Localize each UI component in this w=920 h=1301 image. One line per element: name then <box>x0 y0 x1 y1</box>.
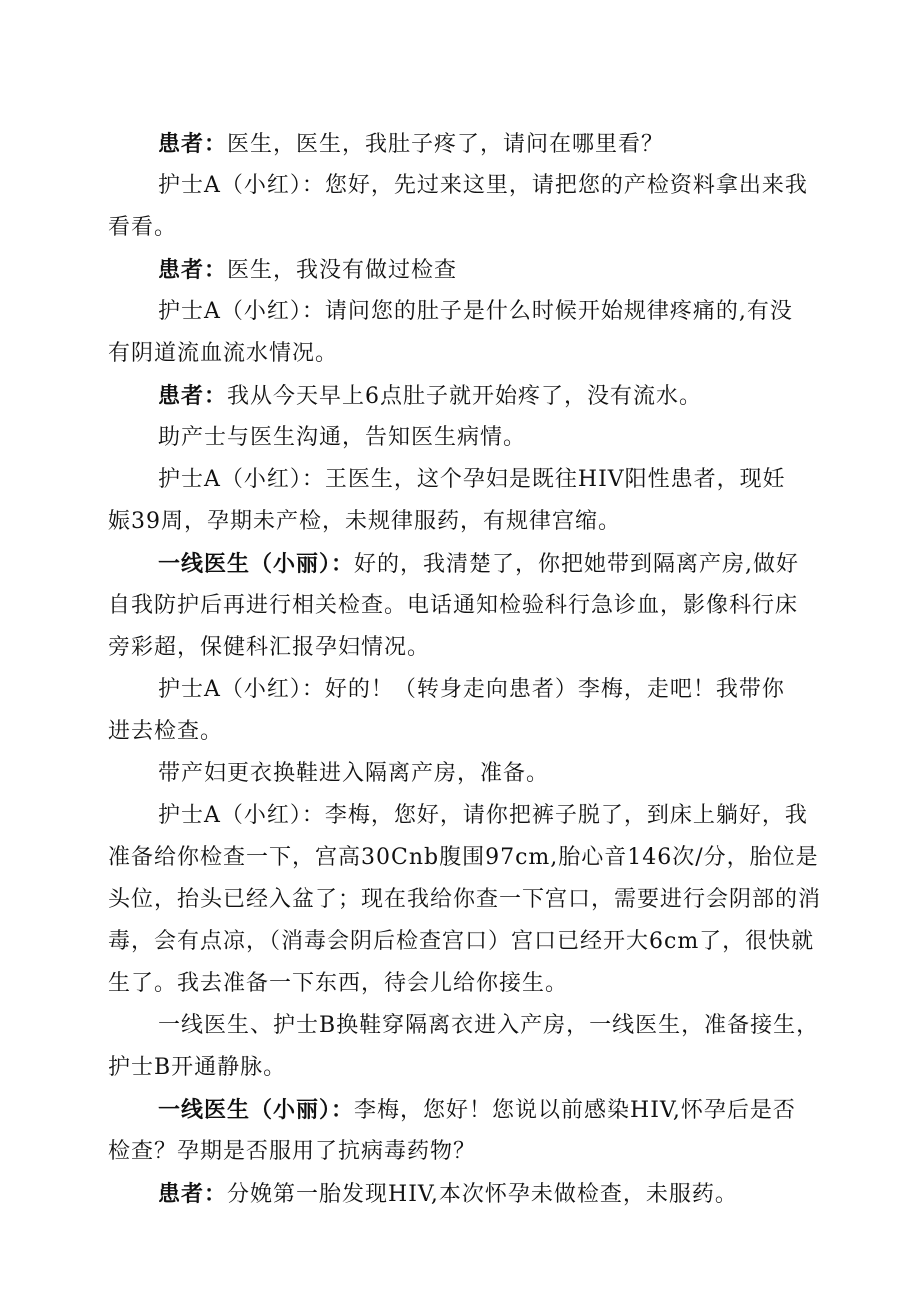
line-text: 旁彩超，保健科汇报孕妇情况。 <box>108 635 431 660</box>
line-text: 自我防护后再进行相关检查。电话通知检验科行急诊血，影像科行床 <box>108 593 799 618</box>
dialogue-paragraph <box>108 291 828 375</box>
text-line <box>108 1173 828 1215</box>
dialogue-paragraph <box>108 375 828 417</box>
line-text: 好的，我清楚了，你把她带到隔离产房,做好 <box>354 552 800 577</box>
dialogue-paragraph <box>108 123 828 165</box>
speaker-label: 患者： <box>158 383 228 409</box>
line-text: 娠39周，孕期未产检，未规律服药，有规律宫缩。 <box>108 509 621 534</box>
dialogue-paragraph <box>108 165 828 249</box>
text-line <box>108 669 828 711</box>
line-text: 李梅，您好！您说以前感染HIV,怀孕后是否 <box>354 1098 796 1123</box>
text-line <box>108 207 828 249</box>
line-text: 护士A（小红）：您好，先过来这里，请把您的产检资料拿出来我 <box>158 173 808 198</box>
line-text: 检查？孕期是否服用了抗病毒药物？ <box>108 1139 477 1164</box>
text-line <box>108 795 828 837</box>
line-text: 助产士与医生沟通，告知医生病情。 <box>158 425 527 450</box>
line-text: 头位，抬头已经入盆了；现在我给你查一下宫口，需要进行会阴部的消 <box>108 887 822 912</box>
text-line <box>108 333 828 375</box>
line-text: 有阴道流血流水情况。 <box>108 341 339 366</box>
text-line <box>108 1089 828 1131</box>
line-text: 带产妇更衣换鞋进入隔离产房，准备。 <box>158 761 550 786</box>
line-text: 分娩第一胎发现HIV,本次怀孕未做检查，未服药。 <box>227 1182 738 1207</box>
line-text: 毒，会有点凉，（消毒会阴后检查宫口）宫口已经开大6cm了，很快就 <box>108 929 815 954</box>
speaker-label: 患者： <box>158 1181 228 1207</box>
line-text: 护士A（小红）：请问您的肚子是什么时候开始规律疼痛的,有没 <box>158 299 793 324</box>
text-line <box>108 711 828 753</box>
text-line <box>108 585 828 627</box>
text-line <box>108 417 828 459</box>
dialogue-paragraph <box>108 417 828 459</box>
speaker-label: 患者： <box>158 131 228 157</box>
text-line <box>108 753 828 795</box>
text-line <box>108 123 828 165</box>
text-line <box>108 1131 828 1173</box>
line-text: 生了。我去准备一下东西，待会儿给你接生。 <box>108 971 569 996</box>
text-line <box>108 375 828 417</box>
text-line <box>108 879 828 921</box>
text-line <box>108 627 828 669</box>
text-line <box>108 1047 828 1089</box>
dialogue-paragraph <box>108 1173 828 1215</box>
text-line <box>108 249 828 291</box>
dialogue-paragraph <box>108 1089 828 1173</box>
text-line <box>108 1005 828 1047</box>
line-text: 一线医生、护士B换鞋穿隔离衣进入产房，一线医生，准备接生， <box>158 1013 820 1038</box>
dialogue-paragraph <box>108 753 828 795</box>
dialogue-paragraph <box>108 543 828 669</box>
line-text: 医生，我没有做过检查 <box>227 258 458 283</box>
dialogue-paragraph <box>108 459 828 543</box>
text-line <box>108 459 828 501</box>
dialogue-paragraph <box>108 669 828 753</box>
line-text: 护士A（小红）：李梅，您好，请你把裤子脱了，到床上躺好，我 <box>158 803 808 828</box>
line-text: 我从今天早上6点肚子就开始疼了，没有流水。 <box>227 384 703 409</box>
text-line <box>108 165 828 207</box>
dialogue-paragraph <box>108 249 828 291</box>
line-text: 进去检查。 <box>108 719 224 744</box>
dialogue-paragraph <box>108 795 828 1005</box>
line-text: 看看。 <box>108 215 178 240</box>
dialogue-text <box>108 123 828 1215</box>
text-line <box>108 837 828 879</box>
line-text: 护士A（小红）：王医生，这个孕妇是既往HIV阳性患者，现妊 <box>158 467 786 492</box>
text-line <box>108 291 828 333</box>
speaker-label: 一线医生（小丽）： <box>158 551 355 577</box>
line-text: 护士A（小红）：好的！（转身走向患者）李梅，走吧！我带你 <box>158 677 785 702</box>
speaker-label: 一线医生（小丽）： <box>158 1097 355 1123</box>
text-line <box>108 963 828 1005</box>
line-text: 医生，医生，我肚子疼了，请问在哪里看？ <box>227 132 665 157</box>
text-line <box>108 501 828 543</box>
line-text: 护士B开通静脉。 <box>108 1055 287 1080</box>
dialogue-paragraph <box>108 1005 828 1089</box>
text-line <box>108 921 828 963</box>
line-text: 准备给你检查一下，宫高30Cnb腹围97cm,胎心音146次/分，胎位是 <box>108 845 819 870</box>
text-line <box>108 543 828 585</box>
speaker-label: 患者： <box>158 257 228 283</box>
